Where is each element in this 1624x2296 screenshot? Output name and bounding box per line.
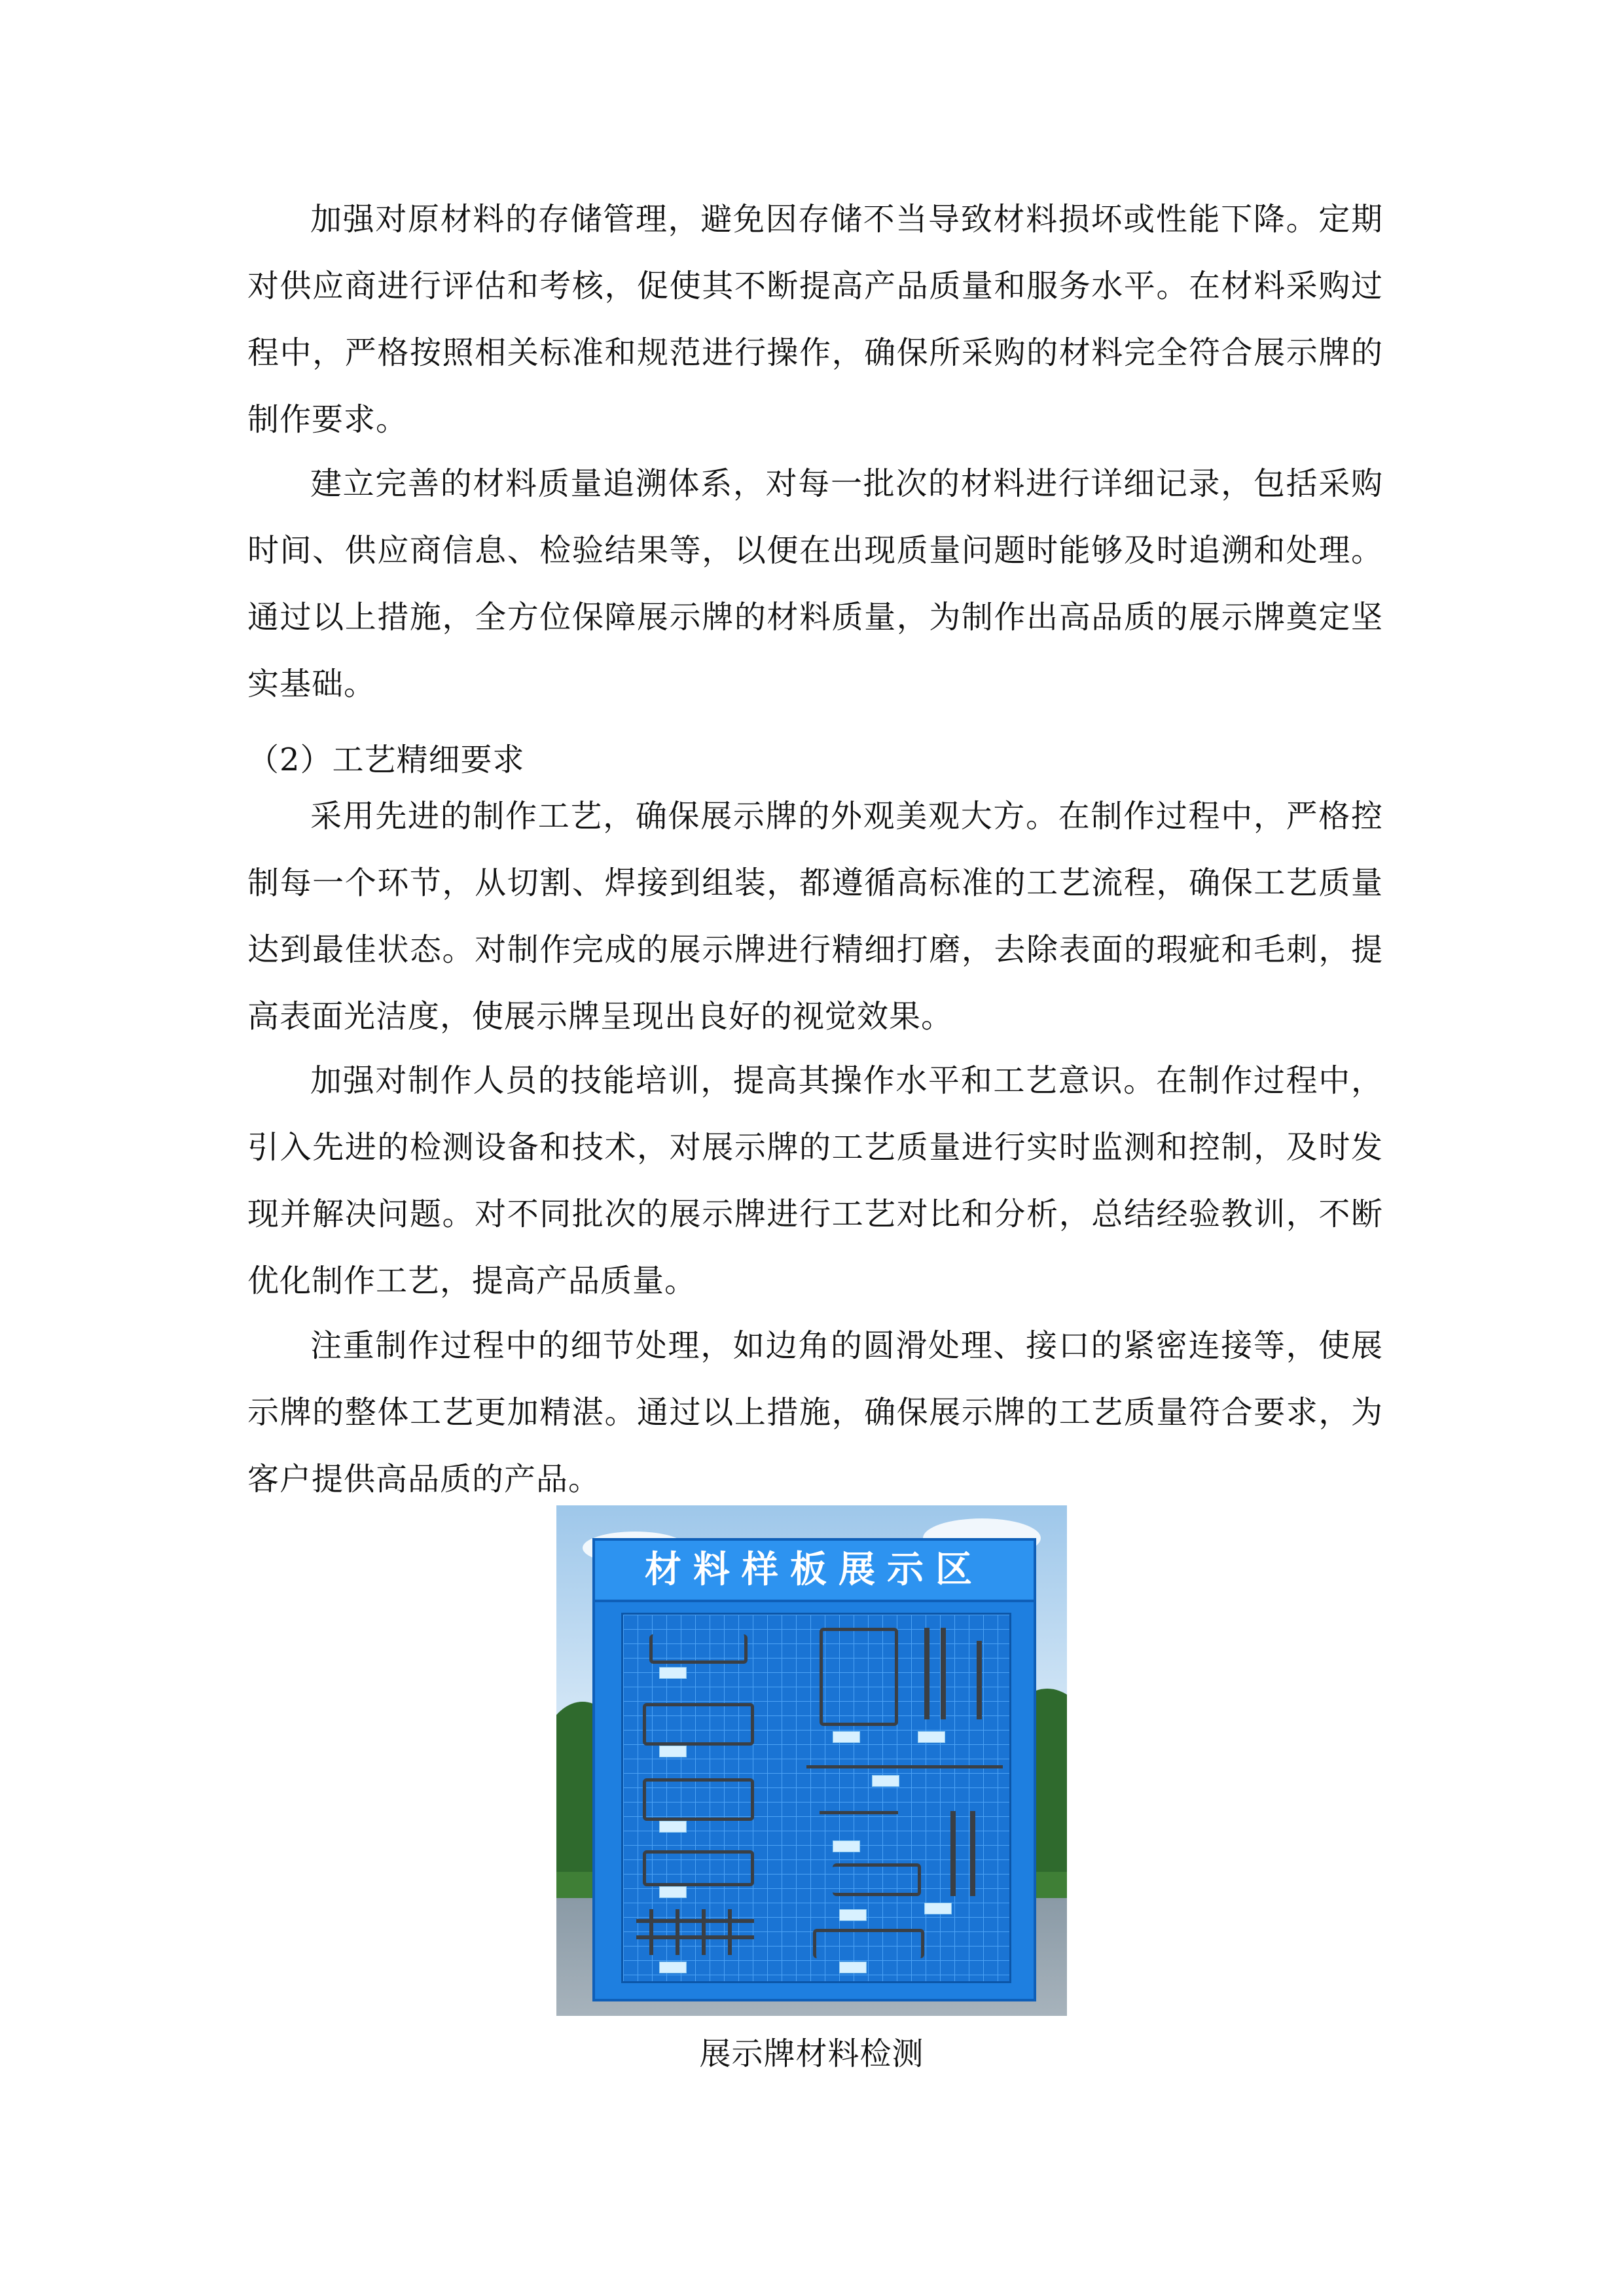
rebar-sample <box>643 1850 754 1886</box>
paragraph-text: 建立完善的材料质量追溯体系，对每一批次的材料进行详细记录，包括采购时间、供应商信息、检验结果等，以便在出现质量问题时能够及时追溯和处理。通过以上措施，全方位保障展示牌的材料质量，为制作出高品质的展示牌奠定坚实基础。 <box>247 465 1383 702</box>
paragraph-text: 注重制作过程中的细节处理，如边角的圆滑处理、接口的紧密连接等，使展示牌的整体工艺更加精湛。通过以上措施，确保展示牌的工艺质量符合要求，为客户提供高品质的产品。 <box>247 1327 1383 1498</box>
sample-label <box>659 1821 687 1833</box>
pegboard-panel <box>621 1613 1011 1983</box>
sample-label <box>924 1903 952 1914</box>
sample-label <box>833 1731 860 1743</box>
sample-label <box>918 1731 945 1743</box>
rebar-mesh <box>728 1909 732 1955</box>
sample-label <box>659 1746 687 1757</box>
figure-caption: 展示牌材料检测 <box>699 2036 924 2072</box>
sample-label <box>659 1886 687 1898</box>
rebar-mesh <box>636 1919 754 1923</box>
paragraph-storage <box>247 186 1383 453</box>
rebar-rod <box>950 1811 956 1896</box>
rebar-sample <box>643 1703 754 1746</box>
figure-photo <box>556 1505 1067 2016</box>
paragraph-details <box>247 1312 1383 1513</box>
rebar-rod <box>924 1628 929 1719</box>
rebar-sample <box>813 1929 924 1958</box>
sample-label <box>839 1962 867 1973</box>
display-board <box>592 1538 1036 2001</box>
rebar-mesh <box>702 1909 706 1955</box>
rebar-sample <box>649 1634 748 1664</box>
rebar-rod <box>820 1811 898 1814</box>
rebar-mesh <box>676 1909 679 1955</box>
paragraph-text: 加强对制作人员的技能培训，提高其操作水平和工艺意识。在制作过程中，引入先进的检测设备和技术，对展示牌的工艺质量进行实时监测和控制，及时发现并解决问题。对不同批次的展示牌进行工艺对比和分析，总结经验教训，不断优化制作工艺，提高产品质量。 <box>247 1062 1383 1299</box>
rebar-stirrup <box>820 1628 898 1726</box>
sample-label <box>659 1962 687 1973</box>
paragraph-text: 加强对原材料的存储管理，避免因存储不当导致材料损坏或性能下降。定期对供应商进行评估和考核，促使其不断提高产品质量和服务水平。在材料采购过程中，严格按照相关标准和规范进行操作，确保所采购的材料完全符合展示牌的制作要求。 <box>247 201 1383 438</box>
paragraph-text: 采用先进的制作工艺，确保展示牌的外观美观大方。在制作过程中，严格控制每一个环节，从切割、焊接到组装，都遵循高标准的工艺流程，确保工艺质量达到最佳状态。对制作完成的展示牌进行精细打磨，去除表面的瑕疵和毛刺，提高表面光洁度，使展示牌呈现出良好的视觉效果。 <box>247 798 1383 1035</box>
paragraph-training <box>247 1047 1383 1314</box>
board-title: 材料样板展示区 <box>595 1541 1034 1602</box>
rebar-mesh <box>636 1935 754 1939</box>
section-heading: （2）工艺精细要求 <box>247 742 525 778</box>
rebar-rod <box>977 1641 982 1719</box>
rebar-rod <box>806 1765 1003 1768</box>
rebar-rod <box>970 1811 975 1896</box>
sample-label <box>659 1667 687 1679</box>
sample-label <box>833 1840 860 1852</box>
sample-label <box>839 1909 867 1921</box>
paragraph-traceability <box>247 450 1383 717</box>
rebar-sample <box>833 1863 921 1896</box>
rebar-sample <box>643 1778 754 1821</box>
rebar-mesh <box>649 1909 653 1955</box>
rebar-rod <box>941 1628 946 1719</box>
paragraph-craft <box>247 783 1383 1050</box>
sample-label <box>872 1775 899 1787</box>
